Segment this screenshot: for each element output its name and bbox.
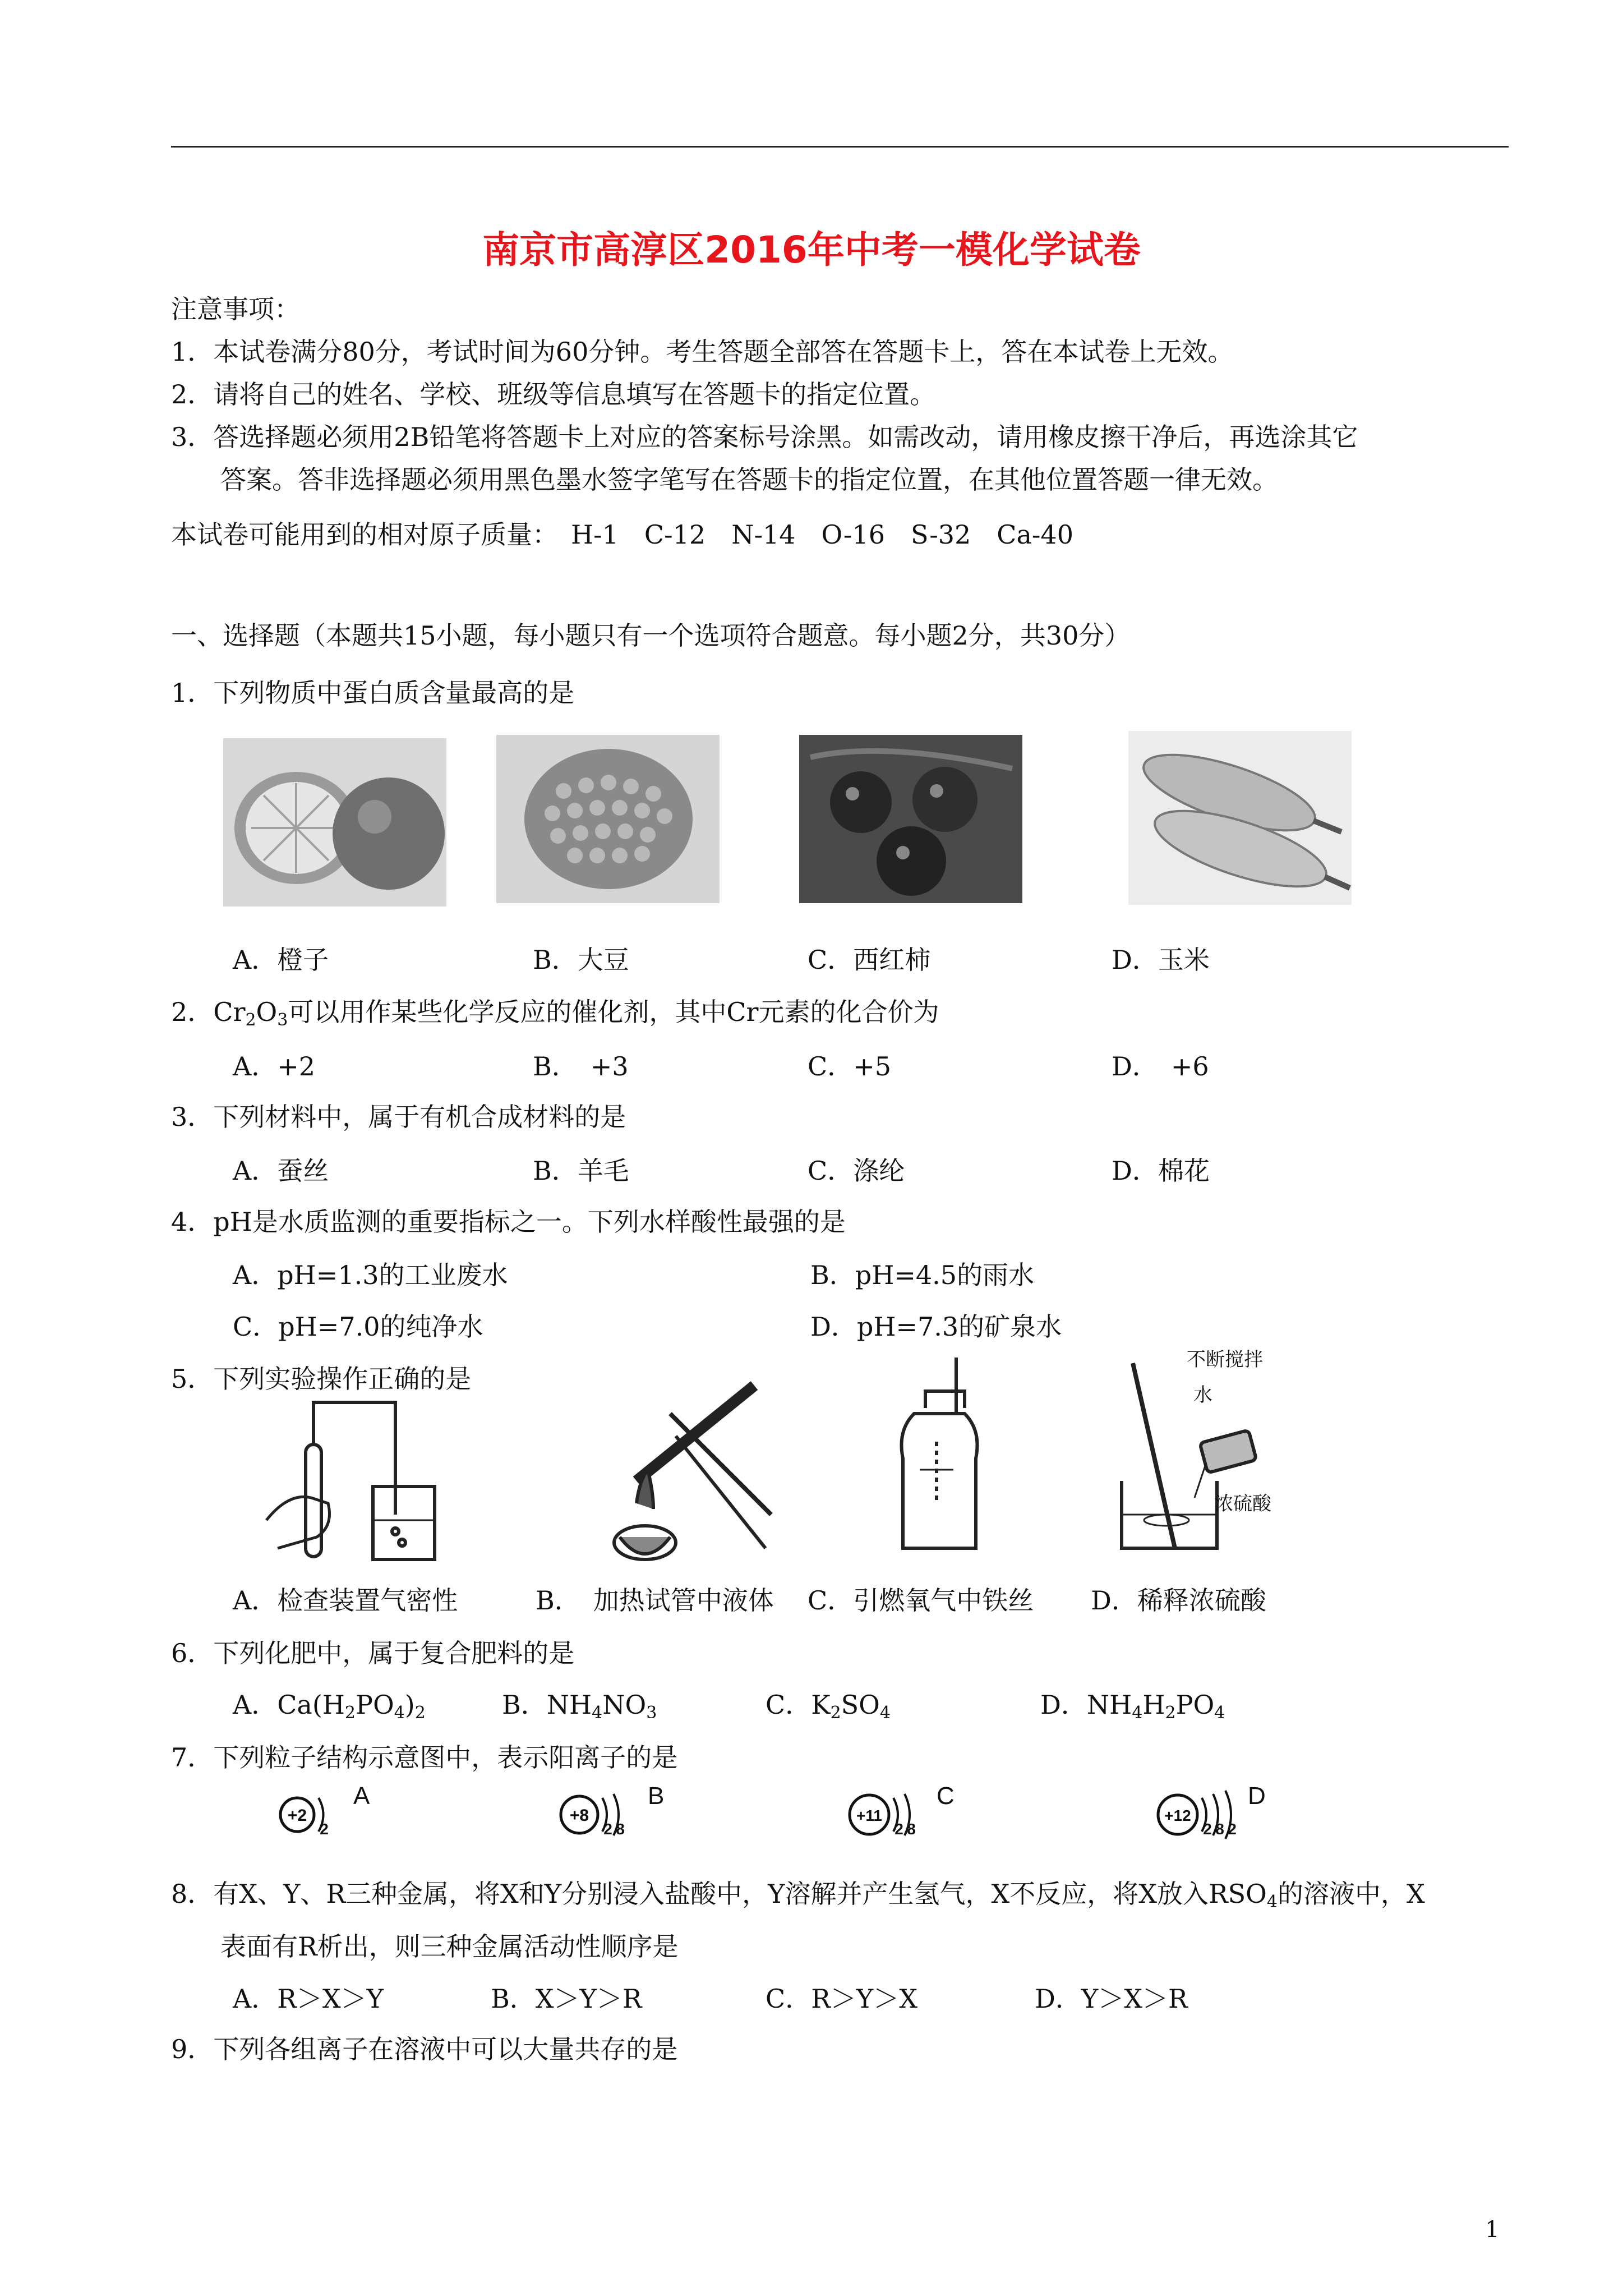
notice-item-2: 2．请将自己的姓名、学校、班级等信息填写在答题卡的指定位置。	[171, 379, 936, 409]
q3-stem: 3．下列材料中，属于有机合成材料的是	[171, 1102, 626, 1132]
shell-d-3: 2	[1228, 1820, 1237, 1838]
particle-structure-c	[844, 1784, 934, 1840]
notice-heading: 注意事项：	[171, 294, 300, 324]
shell-c-1: 2	[895, 1820, 903, 1838]
label-concentrated-acid: 浓硫酸	[1214, 1493, 1271, 1515]
q6-option-d: D．$NH_4H_2PO_4$	[1040, 1690, 1225, 1723]
q4-option-c: C．pH=7.0的纯净水	[233, 1312, 483, 1342]
q3-option-c: C．涤纶	[808, 1156, 905, 1186]
notice-item-1: 1．本试卷满分80分，考试时间为60分钟。考生答题全部答在答题卡上，答在本试卷上无效。	[171, 337, 1234, 367]
q1-option-b: B．大豆	[533, 945, 629, 975]
shell-a-1: 2	[320, 1820, 329, 1838]
q6-option-b: B．$NH_4NO_3$	[502, 1690, 657, 1723]
q3-option-d: D．棉花	[1112, 1156, 1210, 1186]
section-heading: 一、选择题（本题共15小题，每小题只有一个选项符合题意。每小题2分，共30分）	[171, 620, 1131, 651]
label-water: 水	[1193, 1384, 1212, 1406]
q1-option-c: C．西红柿	[808, 945, 931, 975]
nucleus-a: +2	[287, 1806, 307, 1825]
q6-option-a: A．$Ca(H_2PO_4)_2$	[233, 1690, 426, 1723]
corn-photo	[1128, 731, 1352, 905]
iron-wire-apparatus	[892, 1358, 987, 1559]
q6-option-c: C．$K_2SO_4$	[766, 1690, 891, 1723]
shell-c-2: 8	[907, 1820, 916, 1838]
q6-stem: 6．下列化肥中，属于复合肥料的是	[171, 1638, 575, 1668]
structure-label-c: C	[937, 1782, 955, 1810]
heating-apparatus	[586, 1369, 777, 1571]
q1-option-a: A．橙子	[233, 945, 329, 975]
particle-structure-d	[1152, 1784, 1259, 1840]
airtightness-apparatus	[255, 1397, 446, 1565]
nucleus-c: +11	[856, 1807, 882, 1824]
shell-d-2: 8	[1215, 1820, 1224, 1838]
soybean-photo	[496, 735, 720, 903]
q1-stem: 1．下列物质中蛋白质含量最高的是	[171, 678, 575, 708]
q4-option-b: B．pH=4.5的雨水	[810, 1260, 1035, 1290]
q2-stem: 2．$Cr_2O_3$可以用作某些化学反应的催化剂，其中Cr元素的化合价为	[171, 997, 939, 1030]
q8-stem-line-2: 表面有R析出，则三种金属活动性顺序是	[220, 1931, 679, 1962]
header-rule	[171, 146, 1509, 148]
shell-d-1: 2	[1203, 1820, 1212, 1838]
particle-structure-b	[554, 1784, 644, 1840]
q5-option-c: C．引燃氧气中铁丝	[808, 1585, 1034, 1616]
q2-option-c: C．+5	[808, 1051, 892, 1082]
q5-option-a: A．检查装置气密性	[233, 1585, 458, 1616]
tomato-photo	[799, 735, 1022, 903]
atomic-mass-line: 本试卷可能用到的相对原子质量： H-1 C-12 N-14 O-16 S-32 Ca-40	[171, 519, 1073, 550]
structure-label-b: B	[648, 1782, 665, 1810]
shell-b-1: 2	[603, 1820, 612, 1838]
notice-item-3-cont: 答案。答非选择题必须用黑色墨水签字笔写在答题卡的指定位置，在其他位置答题一律无效。	[220, 464, 1278, 495]
q8-stem-line-1: 8．有X、Y、R三种金属，将X和Y分别浸入盐酸中，Y溶解并产生氢气，X不反应，将X放入$RSO_4$的溶液中，X	[171, 1879, 1425, 1912]
q4-option-a: A．pH=1.3的工业废水	[233, 1260, 508, 1290]
structure-label-a: A	[353, 1782, 370, 1810]
q1-option-d: D．玉米	[1112, 945, 1210, 975]
q5-option-b: B． 加热试管中液体	[536, 1585, 774, 1616]
q8-option-b: B．X＞Y＞R	[491, 1984, 642, 2014]
orange-photo	[223, 738, 446, 907]
q2-option-b: B． +3	[533, 1051, 629, 1082]
q5-option-d: D．稀释浓硫酸	[1091, 1585, 1266, 1616]
q2-option-a: A．+2	[233, 1051, 316, 1082]
q8-option-c: C．R＞Y＞X	[766, 1984, 917, 2014]
exam-title: 南京市高淳区2016年中考一模化学试卷	[482, 228, 1141, 272]
q4-option-d: D．pH=7.3的矿泉水	[810, 1312, 1062, 1342]
label-stirring: 不断搅拌	[1187, 1349, 1263, 1371]
shell-b-2: 8	[616, 1820, 625, 1838]
q3-option-b: B．羊毛	[533, 1156, 629, 1186]
q8-option-a: A．R＞X＞Y	[233, 1984, 384, 2014]
page-number: 1	[1485, 2217, 1500, 2243]
q7-stem: 7．下列粒子结构示意图中，表示阳离子的是	[171, 1742, 678, 1773]
q8-option-d: D．Y＞X＞R	[1035, 1984, 1188, 2014]
nucleus-d: +12	[1164, 1807, 1191, 1824]
nucleus-b: +8	[569, 1806, 589, 1825]
notice-item-3: 3．答选择题必须用2B铅笔将答题卡上对应的答案标号涂黑。如需改动，请用橡皮擦干净后，再选涂其它	[171, 422, 1358, 452]
q3-option-a: A．蚕丝	[233, 1156, 329, 1186]
q9-stem: 9．下列各组离子在溶液中可以大量共存的是	[171, 2034, 678, 2064]
q2-option-d: D． +6	[1112, 1051, 1209, 1082]
structure-label-d: D	[1248, 1782, 1266, 1810]
particle-structure-a	[275, 1784, 342, 1840]
q4-stem: 4．pH是水质监测的重要指标之一。下列水样酸性最强的是	[171, 1207, 846, 1237]
q5-stem: 5．下列实验操作正确的是	[171, 1364, 472, 1394]
